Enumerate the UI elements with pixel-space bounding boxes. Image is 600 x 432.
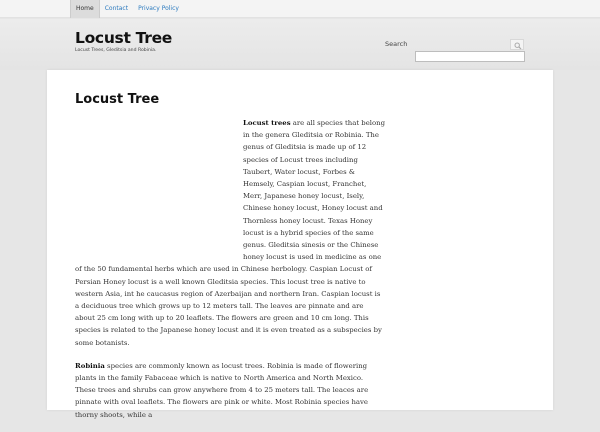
post-body (75, 117, 385, 432)
paragraph-text: are all species that belong in the genera Gleditsia or Robinia. The genus of Gleditsia is made up of 12 species of Locust trees including Taubert, Water locust, Forbes & Hemsely, Caspian locust, Franchet, Merr, Japanese honey locust, Isely, Chinese honey locust, Honey locust and Thornless honey locust. Texas Honey locust is a hybrid species of the same genus. Gleditsia sinesis or the Chinese honey locust is used in medicine as one of the 50 fundamental herbs which are used in Chinese herbology. Caspian Locust of Persian Honey locust is a well known Gleditsia species. This locust tree is native to western Asia, int he caucasus region of Azerbaijan and northern Iran. Caspian locust is a deciduous tree which grows up to 12 meters tall. The leaves are pinnate and are about 25 cm long with up to 20 leaflets. The flowers are green and 10 cm long. This species is related to the Japanese honey locust and it is even treated as a subspecies by some botanists. (75, 119, 386, 347)
site-title[interactable]: Locust Tree (75, 29, 173, 47)
site-header (0, 19, 600, 70)
paragraph-text: species are commonly known as locust trees. Robinia is made of flowering plants in the family Fabaceae which is native to North America and North Mexico. These trees and shrubs can grow anywhere from 4 to 25 meters tall. The leaces are pinnate with oval leaflets. The flowers are pink or white. Most Robinia species have thorny shoots, while a (75, 361, 369, 419)
nav-item-contact[interactable]: Contact (104, 5, 129, 12)
paragraph-robinia (75, 360, 385, 421)
term-locust-trees: Locust trees (243, 119, 291, 127)
nav-menu (70, 0, 184, 18)
search-input[interactable] (415, 51, 525, 62)
content-panel (47, 70, 553, 419)
search-button[interactable] (510, 39, 524, 50)
search-icon (514, 42, 522, 50)
nav-item-privacy-policy[interactable]: Privacy Policy (138, 5, 179, 12)
site-description: Locust Trees, Gleditsia and Robinia. (75, 48, 157, 53)
top-navigation-bar (0, 0, 600, 18)
page-title: Locust Tree (75, 92, 160, 107)
search-label: Search (385, 40, 408, 48)
term-robinia: Robinia (75, 361, 105, 370)
nav-item-home[interactable]: Home (70, 0, 100, 18)
